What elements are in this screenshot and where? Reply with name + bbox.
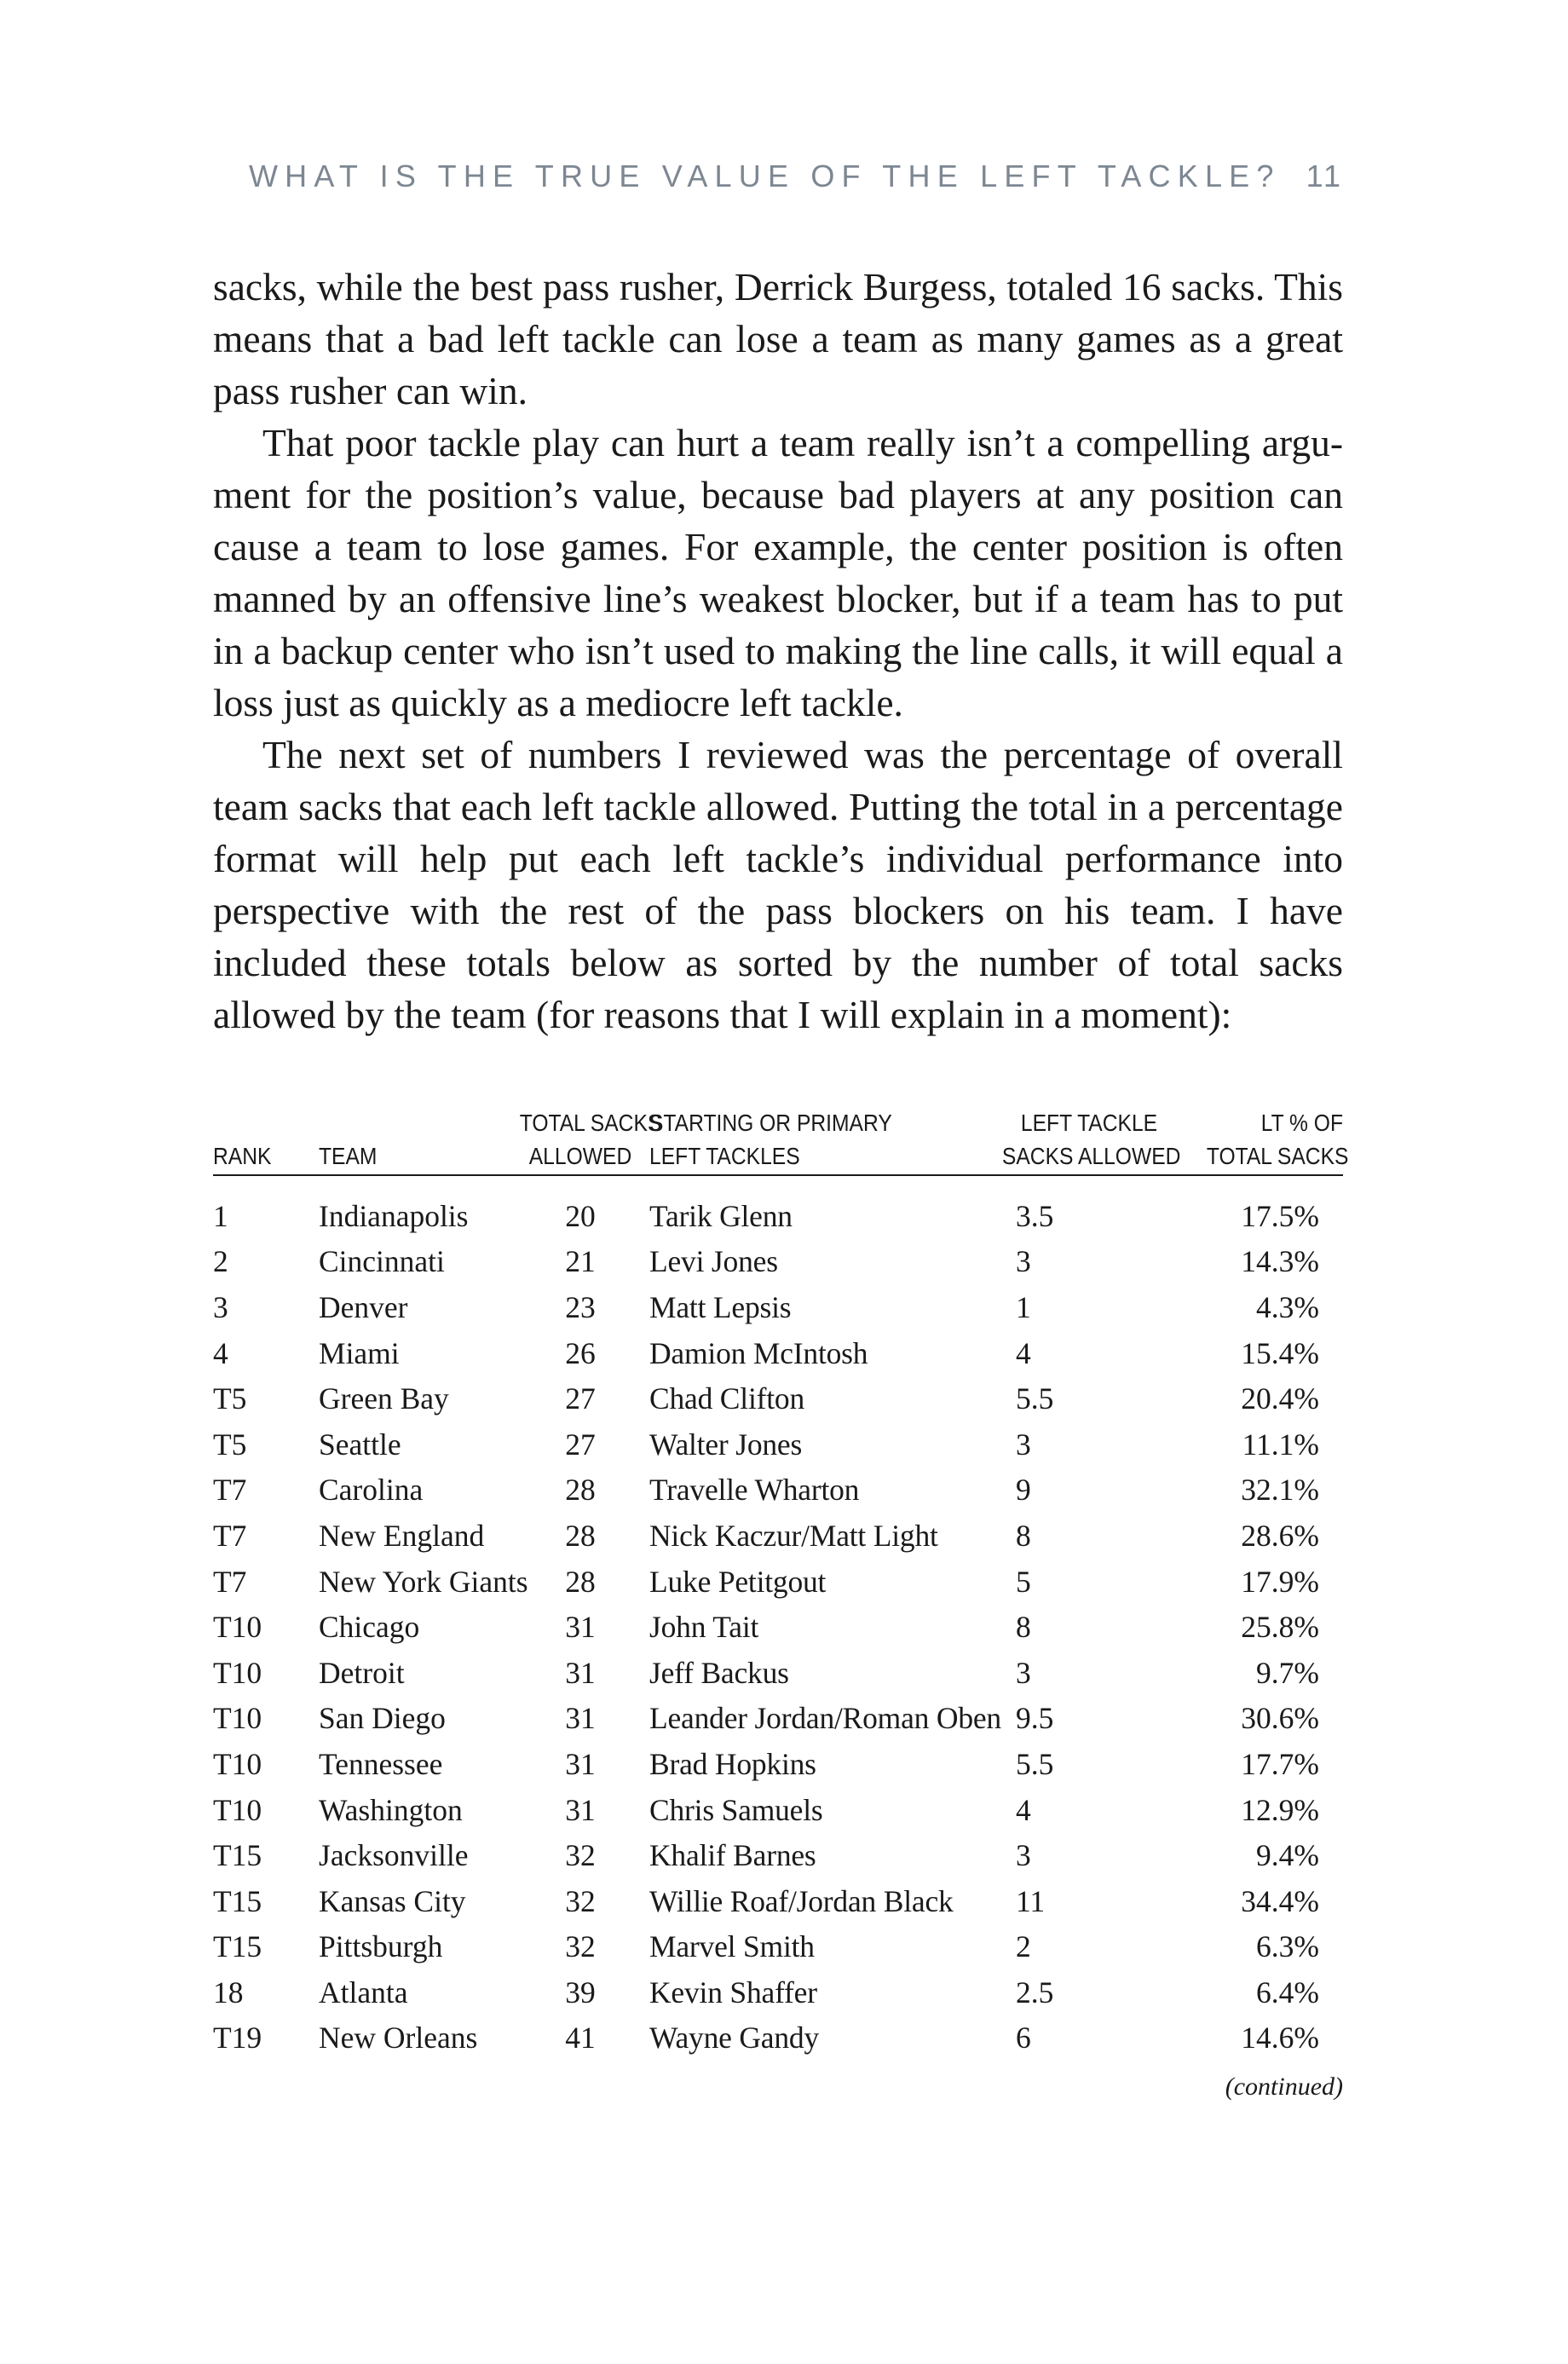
left-tackle-cell: Marvel Smith xyxy=(649,1929,815,1964)
lt-percent-cell: 11.1% xyxy=(1242,1427,1319,1462)
lt-percent-cell: 32.1% xyxy=(1241,1473,1319,1508)
lt-percent-cell: 6.3% xyxy=(1256,1929,1319,1964)
left-tackle-cell: Luke Petitgout xyxy=(649,1564,827,1599)
body-text xyxy=(213,261,1343,1041)
rank-cell: T10 xyxy=(213,1655,262,1690)
left-tackle-cell: Nick Kaczur/Matt Light xyxy=(649,1518,938,1553)
lt-percent-cell: 4.3% xyxy=(1256,1289,1319,1324)
rank-cell: 18 xyxy=(213,1975,244,2009)
lt-sacks-cell: 4 xyxy=(1016,1335,1031,1370)
total-sacks-cell: 20 xyxy=(565,1198,596,1233)
lt-percent-cell: 28.6% xyxy=(1241,1518,1319,1553)
total-sacks-cell: 31 xyxy=(565,1792,596,1827)
total-sacks-cell: 41 xyxy=(565,2021,596,2056)
lt-percent-cell: 15.4% xyxy=(1241,1335,1319,1370)
lt-sacks-cell: 3.5 xyxy=(1016,1198,1054,1233)
lt-sacks-cell: 3 xyxy=(1016,1655,1031,1690)
lt-percent-cell: 17.7% xyxy=(1241,1746,1319,1781)
table-header-row xyxy=(213,1106,1343,1175)
paragraph: The next set of numbers I reviewed was the percentage of overall team sacks that each left tackle allowed. Putting the total in a percentage format will help put each left tackle’s individual performance into perspective with the rest of the pass blockers on his team. I have included these totals below as sorted by the number of total sacks allowed by the team (for reasons that I will explain in a moment): xyxy=(213,733,1343,1036)
lt-sacks-cell: 3 xyxy=(1016,1244,1031,1279)
rank-cell: 2 xyxy=(213,1244,228,1279)
table-row xyxy=(213,1832,1343,1878)
team-cell: New Orleans xyxy=(319,2021,478,2056)
lt-percent-cell: 9.7% xyxy=(1256,1655,1319,1690)
left-tackle-cell: John Tait xyxy=(649,1610,759,1645)
rank-cell: T10 xyxy=(213,1610,262,1645)
rank-cell: T10 xyxy=(213,1701,262,1736)
lt-percent-cell: 14.6% xyxy=(1241,2021,1319,2056)
team-cell: Chicago xyxy=(319,1610,420,1645)
table-row xyxy=(213,1467,1343,1514)
table-row xyxy=(213,1650,1343,1696)
lt-percent-cell: 6.4% xyxy=(1256,1975,1319,2009)
lt-percent-cell: 17.9% xyxy=(1241,1564,1319,1599)
left-tackle-cell: Wayne Gandy xyxy=(649,2021,819,2056)
total-sacks-cell: 27 xyxy=(565,1427,596,1462)
sacks-table xyxy=(213,1106,1349,2061)
team-cell: Seattle xyxy=(319,1427,401,1462)
team-cell: Cincinnati xyxy=(319,1244,445,1279)
left-tackle-cell: Walter Jones xyxy=(649,1427,803,1462)
total-sacks-cell: 39 xyxy=(565,1975,596,2009)
team-cell: Pittsburgh xyxy=(319,1929,443,1964)
rank-cell: T10 xyxy=(213,1746,262,1781)
lt-sacks-cell: 3 xyxy=(1016,1838,1031,1873)
header-rank: RANK xyxy=(213,1106,306,1175)
table-row xyxy=(213,1559,1343,1605)
left-tackle-cell: Khalif Barnes xyxy=(649,1838,816,1873)
rank-cell: T5 xyxy=(213,1427,247,1462)
team-cell: Washington xyxy=(319,1792,463,1827)
team-cell: Green Bay xyxy=(319,1381,449,1416)
total-sacks-cell: 31 xyxy=(565,1701,596,1736)
lt-percent-cell: 12.9% xyxy=(1241,1792,1319,1827)
lt-sacks-cell: 5 xyxy=(1016,1564,1031,1599)
lt-percent-cell: 20.4% xyxy=(1241,1381,1319,1416)
paragraph: That poor tackle play can hurt a team really isn’t a compelling argument for the position’s value, because bad players at any position can cause a team to lose games. For example, the center position is often manned by an offensive line’s weakest blocker, but if a team has to put in a backup center who isn’t used to making the line calls, it will equal a loss just as quickly as a mediocre left tackle. xyxy=(213,421,1343,724)
total-sacks-cell: 31 xyxy=(565,1746,596,1781)
team-cell: Miami xyxy=(319,1335,400,1370)
rank-cell: 1 xyxy=(213,1198,228,1233)
lt-sacks-cell: 5.5 xyxy=(1016,1381,1054,1416)
left-tackle-cell: Leander Jordan/Roman Oben xyxy=(649,1701,1001,1736)
total-sacks-cell: 27 xyxy=(565,1381,596,1416)
rank-cell: T5 xyxy=(213,1381,247,1416)
total-sacks-cell: 32 xyxy=(565,1883,596,1918)
table-row xyxy=(213,2015,1343,2061)
team-cell: New England xyxy=(319,1518,485,1553)
team-cell: San Diego xyxy=(319,1701,446,1736)
total-sacks-cell: 32 xyxy=(565,1838,596,1873)
lt-sacks-cell: 3 xyxy=(1016,1427,1031,1462)
chapter-title: WHAT IS THE TRUE VALUE OF THE LEFT TACKLE? xyxy=(249,159,1281,193)
running-head xyxy=(213,159,1343,194)
left-tackle-cell: Travelle Wharton xyxy=(649,1473,860,1508)
rank-cell: 4 xyxy=(213,1335,228,1370)
table-row xyxy=(213,1924,1343,1970)
table-row xyxy=(213,1741,1343,1787)
total-sacks-cell: 21 xyxy=(565,1244,596,1279)
table-row xyxy=(213,1513,1343,1559)
table-row xyxy=(213,1787,1343,1833)
lt-percent-cell: 25.8% xyxy=(1241,1610,1319,1645)
left-tackle-cell: Damion McIntosh xyxy=(649,1335,868,1370)
left-tackle-cell: Brad Hopkins xyxy=(649,1746,816,1781)
total-sacks-cell: 23 xyxy=(565,1289,596,1324)
team-cell: Atlanta xyxy=(319,1975,408,2009)
table-row xyxy=(213,1878,1343,1924)
lt-percent-cell: 17.5% xyxy=(1241,1198,1319,1233)
rank-cell: T15 xyxy=(213,1838,262,1873)
team-cell: Denver xyxy=(319,1289,408,1324)
left-tackle-cell: Tarik Glenn xyxy=(649,1198,793,1233)
left-tackle-cell: Chris Samuels xyxy=(649,1792,823,1827)
team-cell: Jacksonville xyxy=(319,1838,469,1873)
left-tackle-cell: Matt Lepsis xyxy=(649,1289,792,1324)
total-sacks-cell: 31 xyxy=(565,1610,596,1645)
table-row xyxy=(213,1421,1343,1467)
lt-sacks-cell: 1 xyxy=(1016,1289,1031,1324)
lt-percent-cell: 34.4% xyxy=(1241,1883,1319,1918)
rank-cell: T7 xyxy=(213,1473,247,1508)
total-sacks-cell: 31 xyxy=(565,1655,596,1690)
left-tackle-cell: Willie Roaf/Jordan Black xyxy=(649,1883,954,1918)
total-sacks-cell: 28 xyxy=(565,1473,596,1508)
paragraph: sacks, while the best pass rusher, Derrick Burgess, totaled 16 sacks. This means that a bad left tackle can lose a team as many games as a great pass rusher can win. xyxy=(213,265,1343,412)
left-tackle-cell: Chad Clifton xyxy=(649,1381,804,1416)
table-row xyxy=(213,1239,1343,1285)
team-cell: Detroit xyxy=(319,1655,405,1690)
rank-cell: T7 xyxy=(213,1518,247,1553)
total-sacks-cell: 32 xyxy=(565,1929,596,1964)
lt-sacks-cell: 9.5 xyxy=(1016,1701,1054,1736)
team-cell: Tennessee xyxy=(319,1746,443,1781)
rank-cell: T7 xyxy=(213,1564,247,1599)
header-team: TEAM xyxy=(319,1106,488,1175)
page-number: 11 xyxy=(1306,159,1343,193)
lt-sacks-cell: 6 xyxy=(1016,2021,1031,2056)
rank-cell: T10 xyxy=(213,1792,262,1827)
header-lt-percent: LT % OF TOTAL SACKS xyxy=(1207,1106,1343,1175)
lt-sacks-cell: 8 xyxy=(1016,1610,1031,1645)
rank-cell: T15 xyxy=(213,1929,262,1964)
lt-percent-cell: 30.6% xyxy=(1241,1701,1319,1736)
lt-sacks-cell: 2.5 xyxy=(1016,1975,1054,2009)
table-row xyxy=(213,1604,1343,1650)
header-left-tackles: STARTING OR PRIMARY LEFT TACKLES xyxy=(649,1106,949,1175)
rank-cell: 3 xyxy=(213,1289,228,1324)
lt-sacks-cell: 2 xyxy=(1016,1929,1031,1964)
continued-note: (continued) xyxy=(1225,2073,1343,2101)
lt-sacks-cell: 4 xyxy=(1016,1792,1031,1827)
lt-sacks-cell: 5.5 xyxy=(1016,1746,1054,1781)
header-total-sacks: TOTAL SACKS ALLOWED xyxy=(520,1106,642,1175)
table-row xyxy=(213,1696,1343,1742)
left-tackle-cell: Jeff Backus xyxy=(649,1655,789,1690)
lt-sacks-cell: 8 xyxy=(1016,1518,1031,1553)
lt-percent-cell: 14.3% xyxy=(1241,1244,1319,1279)
total-sacks-cell: 28 xyxy=(565,1518,596,1553)
table-row xyxy=(213,1284,1343,1330)
table-row xyxy=(213,1175,1343,1239)
total-sacks-cell: 26 xyxy=(565,1335,596,1370)
lt-percent-cell: 9.4% xyxy=(1256,1838,1319,1873)
rank-cell: T19 xyxy=(213,2021,262,2056)
table-body xyxy=(213,1175,1343,2061)
total-sacks-cell: 28 xyxy=(565,1564,596,1599)
team-cell: Kansas City xyxy=(319,1883,466,1918)
team-cell: Carolina xyxy=(319,1473,424,1508)
header-lt-sacks-allowed: LEFT TACKLE SACKS ALLOWED xyxy=(1002,1106,1176,1175)
team-cell: Indianapolis xyxy=(319,1198,469,1233)
table-row xyxy=(213,1375,1343,1421)
rank-cell: T15 xyxy=(213,1883,262,1918)
lt-sacks-cell: 11 xyxy=(1016,1883,1046,1918)
table-row xyxy=(213,1330,1343,1376)
team-cell: New York Giants xyxy=(319,1564,528,1599)
left-tackle-cell: Levi Jones xyxy=(649,1244,778,1279)
table-row xyxy=(213,1969,1343,2015)
lt-sacks-cell: 9 xyxy=(1016,1473,1031,1508)
left-tackle-cell: Kevin Shaffer xyxy=(649,1975,817,2009)
